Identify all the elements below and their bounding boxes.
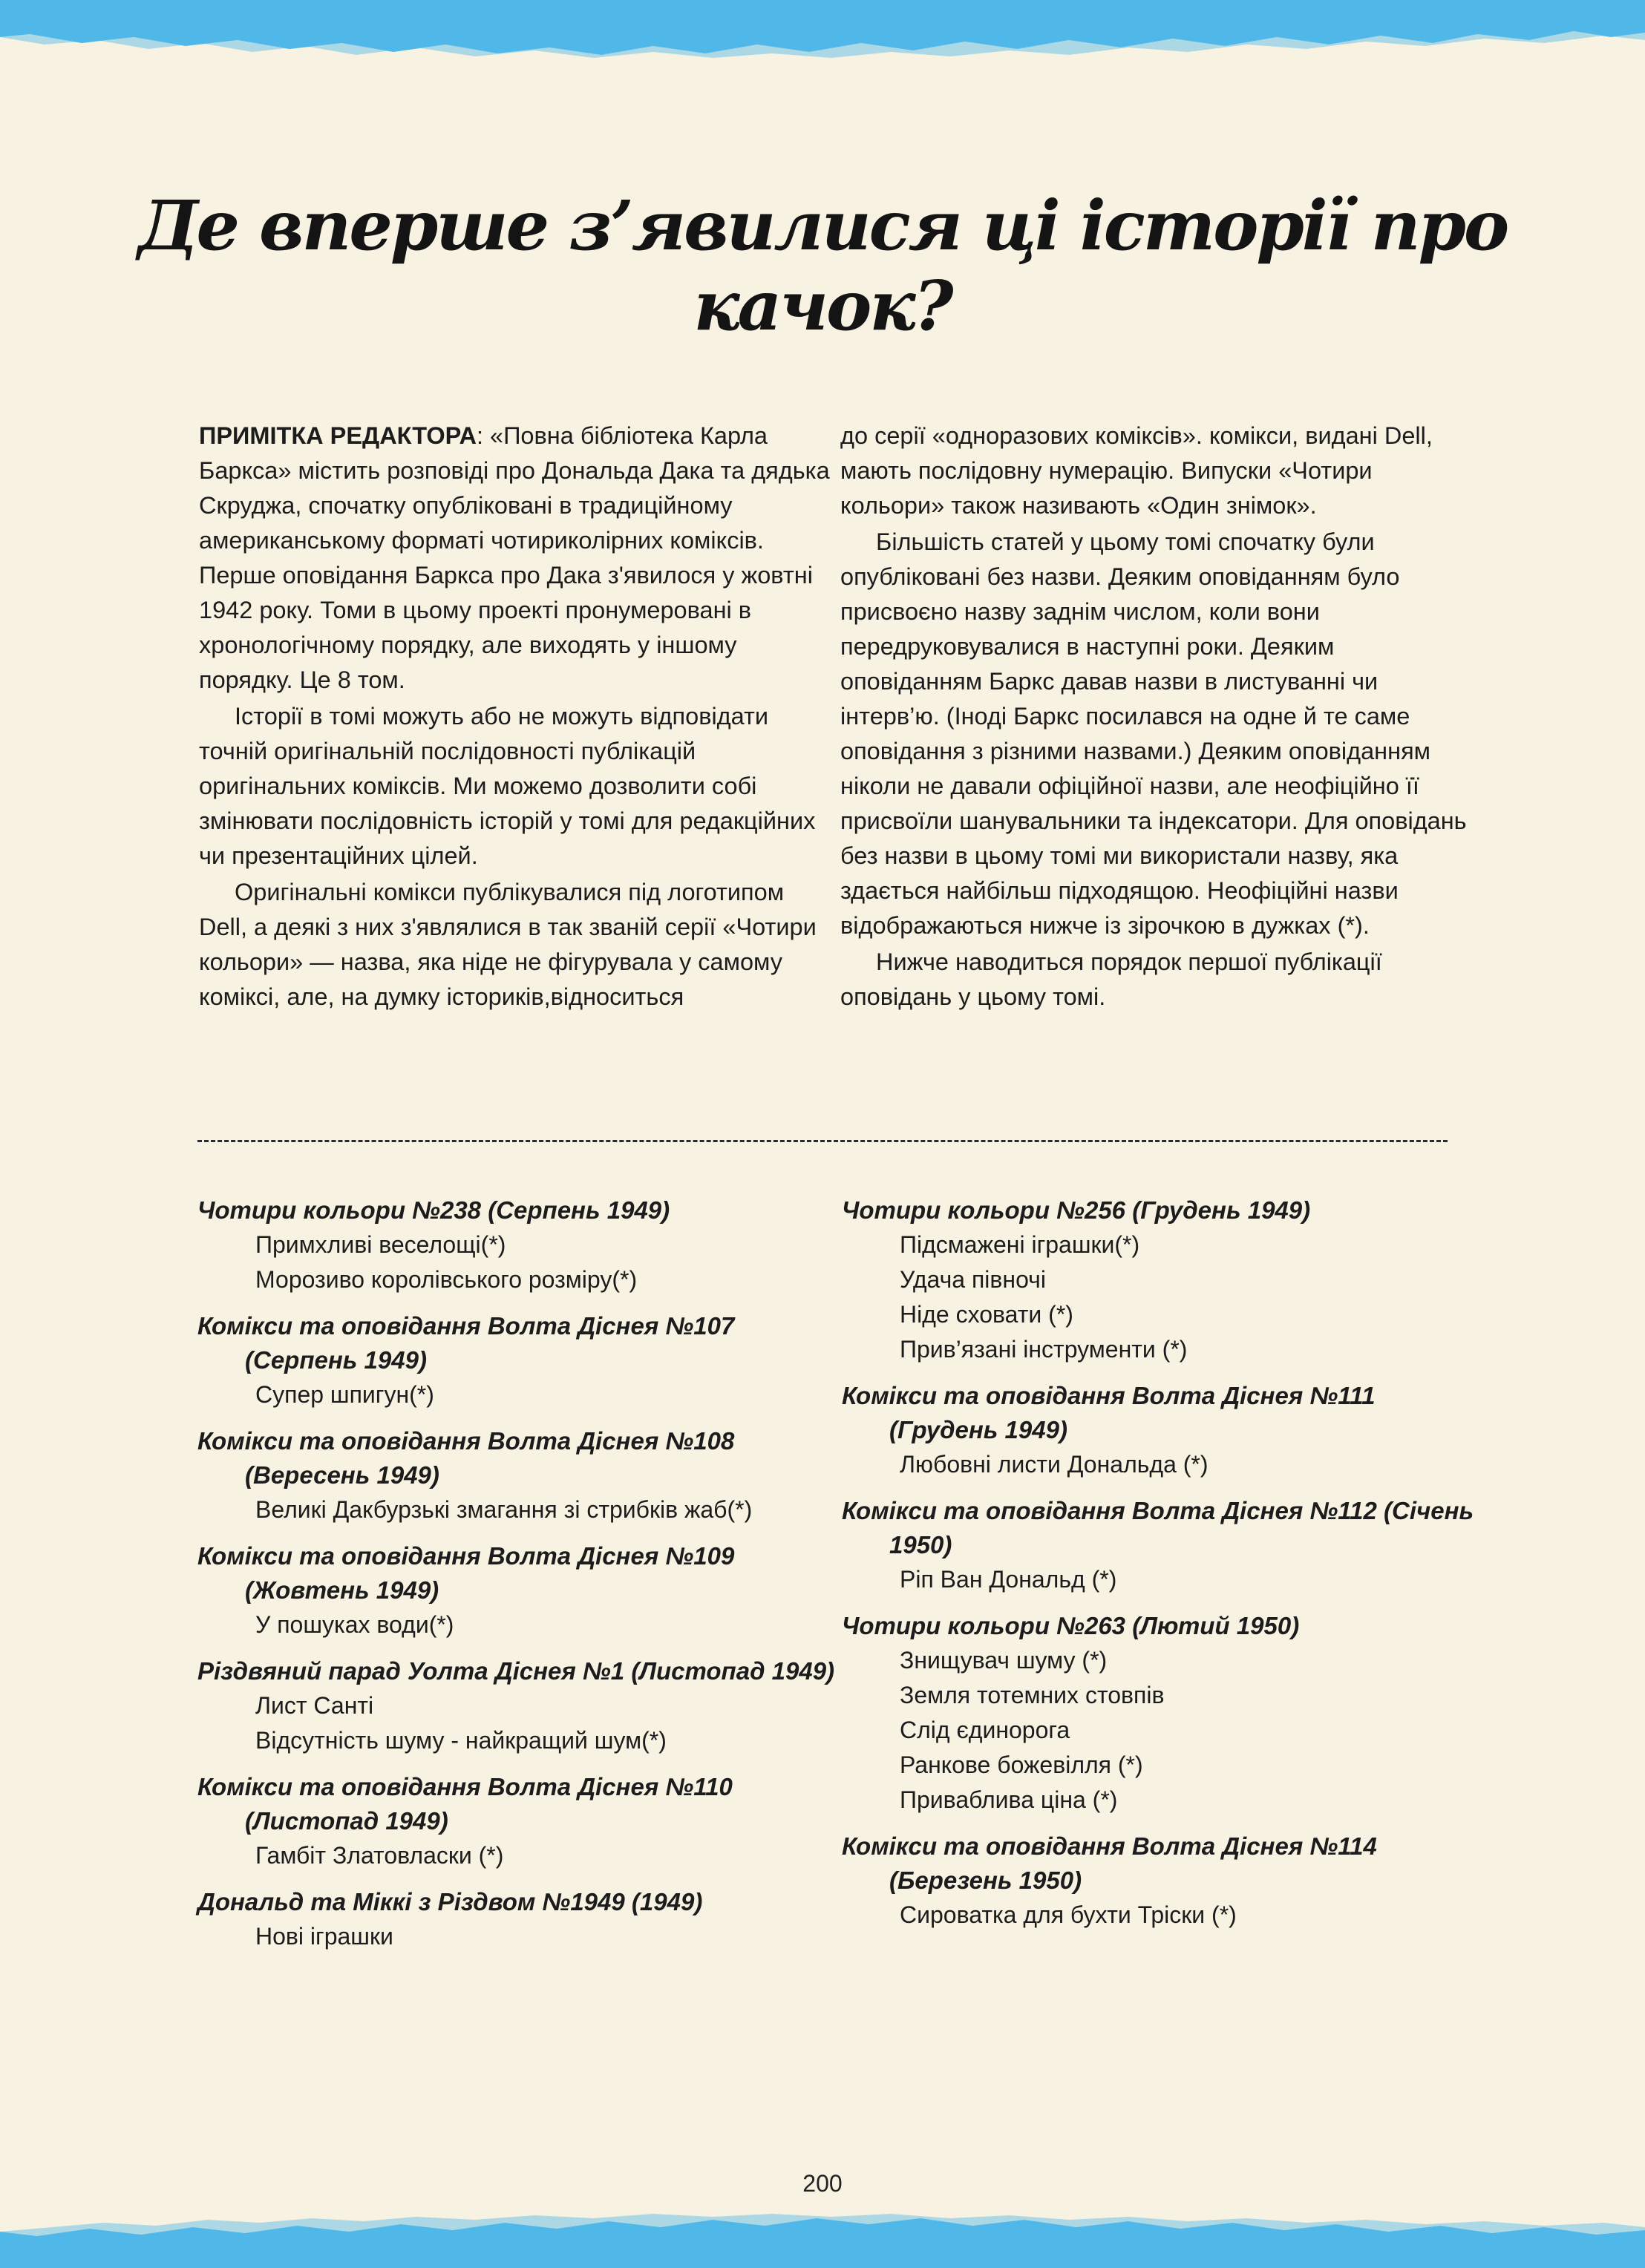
- editor-note-right-column: [840, 419, 1475, 1015]
- publication-entry: [197, 1654, 836, 1758]
- top-brush-band: [0, 0, 1645, 59]
- publication-title: Чотири кольори №263 (Лютий 1950): [842, 1612, 1300, 1639]
- publication-entry: [197, 1193, 836, 1297]
- publication-title: Дональд та Міккі з Різдвом №1949 (1949): [197, 1888, 703, 1915]
- publication-entry: [842, 1379, 1480, 1482]
- story-title: Сироватка для бухти Тріски (*): [900, 1901, 1237, 1928]
- editor-note-paragraph: Більшість статей у цьому томі спочатку були опубліковані без назви. Деяким оповіданням було присвоєно назву заднім числом, коли вони передруковувалися в наступні роки. Деяким оповіданням Баркс давав назви в листуванні чи інтерв’ю. (Іноді Баркс посилався на одне й те саме оповідання з різними назвами.) Деяким оповіданням ніколи не давали офіційної назви, але неофіційно її присвоїли шанувальники та індексатори. Для оповідань без назви в цьому томі ми використали назву, яка здається найбільш підходящою. Неофіційні назви відображаються нижче із зірочкою в дужках (*).: [840, 528, 1467, 939]
- editor-note-paragraph: Оригінальні комікси публікувалися під логотипом Dell, а деякі з них з'являлися в так званій серії «Чотири кольори» — назва, яка ніде не фігурувала у самому коміксі, але, на думку істориків,відноситься: [199, 879, 817, 1010]
- story-title: У пошуках води(*): [255, 1611, 454, 1638]
- publication-entry: [842, 1494, 1480, 1597]
- editor-note-paragraph: [199, 419, 834, 698]
- publication-entry: [197, 1309, 836, 1412]
- editor-note-text: : «Повна бібліотека Карла Баркса» містить розповіді про Дональда Дака та дядька Скруджа, спочатку опубліковані в традиційному американському форматі чотириколірних коміксів. Перше оповідання Баркса про Дака з'явилося у жовтні 1942 року. Томи в цьому проекті пронумеровані в хронологічному порядку, але виходять у іншому порядку. Це 8 том.: [199, 422, 830, 693]
- publication-title: Чотири кольори №256 (Грудень 1949): [842, 1196, 1311, 1224]
- story-title: Примхливі веселощі(*): [255, 1231, 506, 1258]
- publication-list-left: [197, 1193, 836, 1966]
- publication-entry: [842, 1193, 1480, 1367]
- publication-title: Комікси та оповідання Волта Діснея №114 (Березень 1950): [842, 1832, 1377, 1894]
- story-title: Слід єдинорога: [900, 1717, 1070, 1743]
- story-title: Приваблива ціна (*): [900, 1786, 1118, 1813]
- story-title: Прив’язані інструменти (*): [900, 1336, 1188, 1363]
- story-title: Морозиво королівського розміру(*): [255, 1266, 638, 1293]
- publication-entry: [842, 1609, 1480, 1818]
- story-title: Удача півночі: [900, 1266, 1046, 1293]
- publication-title: Комікси та оповідання Волта Діснея №111 (Грудень 1949): [842, 1382, 1376, 1443]
- publication-title: Чотири кольори №238 (Серпень 1949): [197, 1196, 670, 1224]
- story-title: Ріп Ван Дональд (*): [900, 1566, 1117, 1593]
- publication-entry: [197, 1424, 836, 1527]
- story-title: Відсутність шуму - найкращий шум(*): [255, 1727, 667, 1754]
- story-title: Любовні листи Дональда (*): [900, 1451, 1209, 1478]
- publication-entry: [197, 1770, 836, 1873]
- story-title: Знищувач шуму (*): [900, 1647, 1108, 1674]
- publication-list-right: [842, 1193, 1480, 1944]
- editor-note-paragraph: Історії в томі можуть або не можуть відповідати точній оригінальній послідовності публікацій оригінальних коміксів. Ми можемо дозволити собі змінювати послідовність історій у томі для редакційних чи презентаційних цілей.: [199, 703, 816, 869]
- story-title: Лист Санті: [255, 1692, 374, 1719]
- editor-note-lead: ПРИМІТКА РЕДАКТОРА: [199, 422, 477, 449]
- publication-entry: [197, 1539, 836, 1642]
- story-title: Великі Дакбурзькі змагання зі стрибків жаб(*): [255, 1496, 753, 1523]
- story-title: Ранкове божевілля (*): [900, 1751, 1143, 1778]
- publication-title: Комікси та оповідання Волта Діснея №109 (Жовтень 1949): [197, 1542, 735, 1604]
- story-title: Нові іграшки: [255, 1923, 393, 1950]
- story-title: Земля тотемних стовпів: [900, 1682, 1165, 1708]
- dashed-divider: [197, 1140, 1448, 1142]
- page-number: 200: [802, 2170, 843, 2197]
- publication-title: Комікси та оповідання Волта Діснея №107 (Серпень 1949): [197, 1312, 735, 1374]
- story-title: Підсмажені іграшки(*): [900, 1231, 1140, 1258]
- publication-entry: [842, 1829, 1480, 1933]
- editor-note-paragraph: до серії «одноразових коміксів». комікси, видані Dell, мають послідовну нумерацію. Випуски «Чотири кольори» також називають «Один знімок».: [840, 422, 1433, 519]
- story-title: Супер шпигун(*): [255, 1381, 434, 1408]
- editor-note-paragraph: Нижче наводиться порядок першої публікації оповідань у цьому томі.: [840, 948, 1382, 1010]
- editor-note-left-column: [199, 419, 834, 1015]
- story-title: Гамбіт Златовласки (*): [255, 1842, 504, 1869]
- publication-title: Різдвяний парад Уолта Діснея №1 (Листопад 1949): [197, 1657, 835, 1685]
- publication-entry: [197, 1885, 836, 1954]
- publication-title: Комікси та оповідання Волта Діснея №110 (Листопад 1949): [197, 1773, 733, 1835]
- publication-title: Комікси та оповідання Волта Діснея №108 (Вересень 1949): [197, 1427, 735, 1489]
- page-title: Де вперше з’явилися ці історії про качок?: [137, 186, 1508, 346]
- story-title: Ніде сховати (*): [900, 1301, 1073, 1328]
- bottom-brush-band: [0, 2212, 1645, 2268]
- publication-title: Комікси та оповідання Волта Діснея №112 (Січень 1950): [842, 1497, 1474, 1559]
